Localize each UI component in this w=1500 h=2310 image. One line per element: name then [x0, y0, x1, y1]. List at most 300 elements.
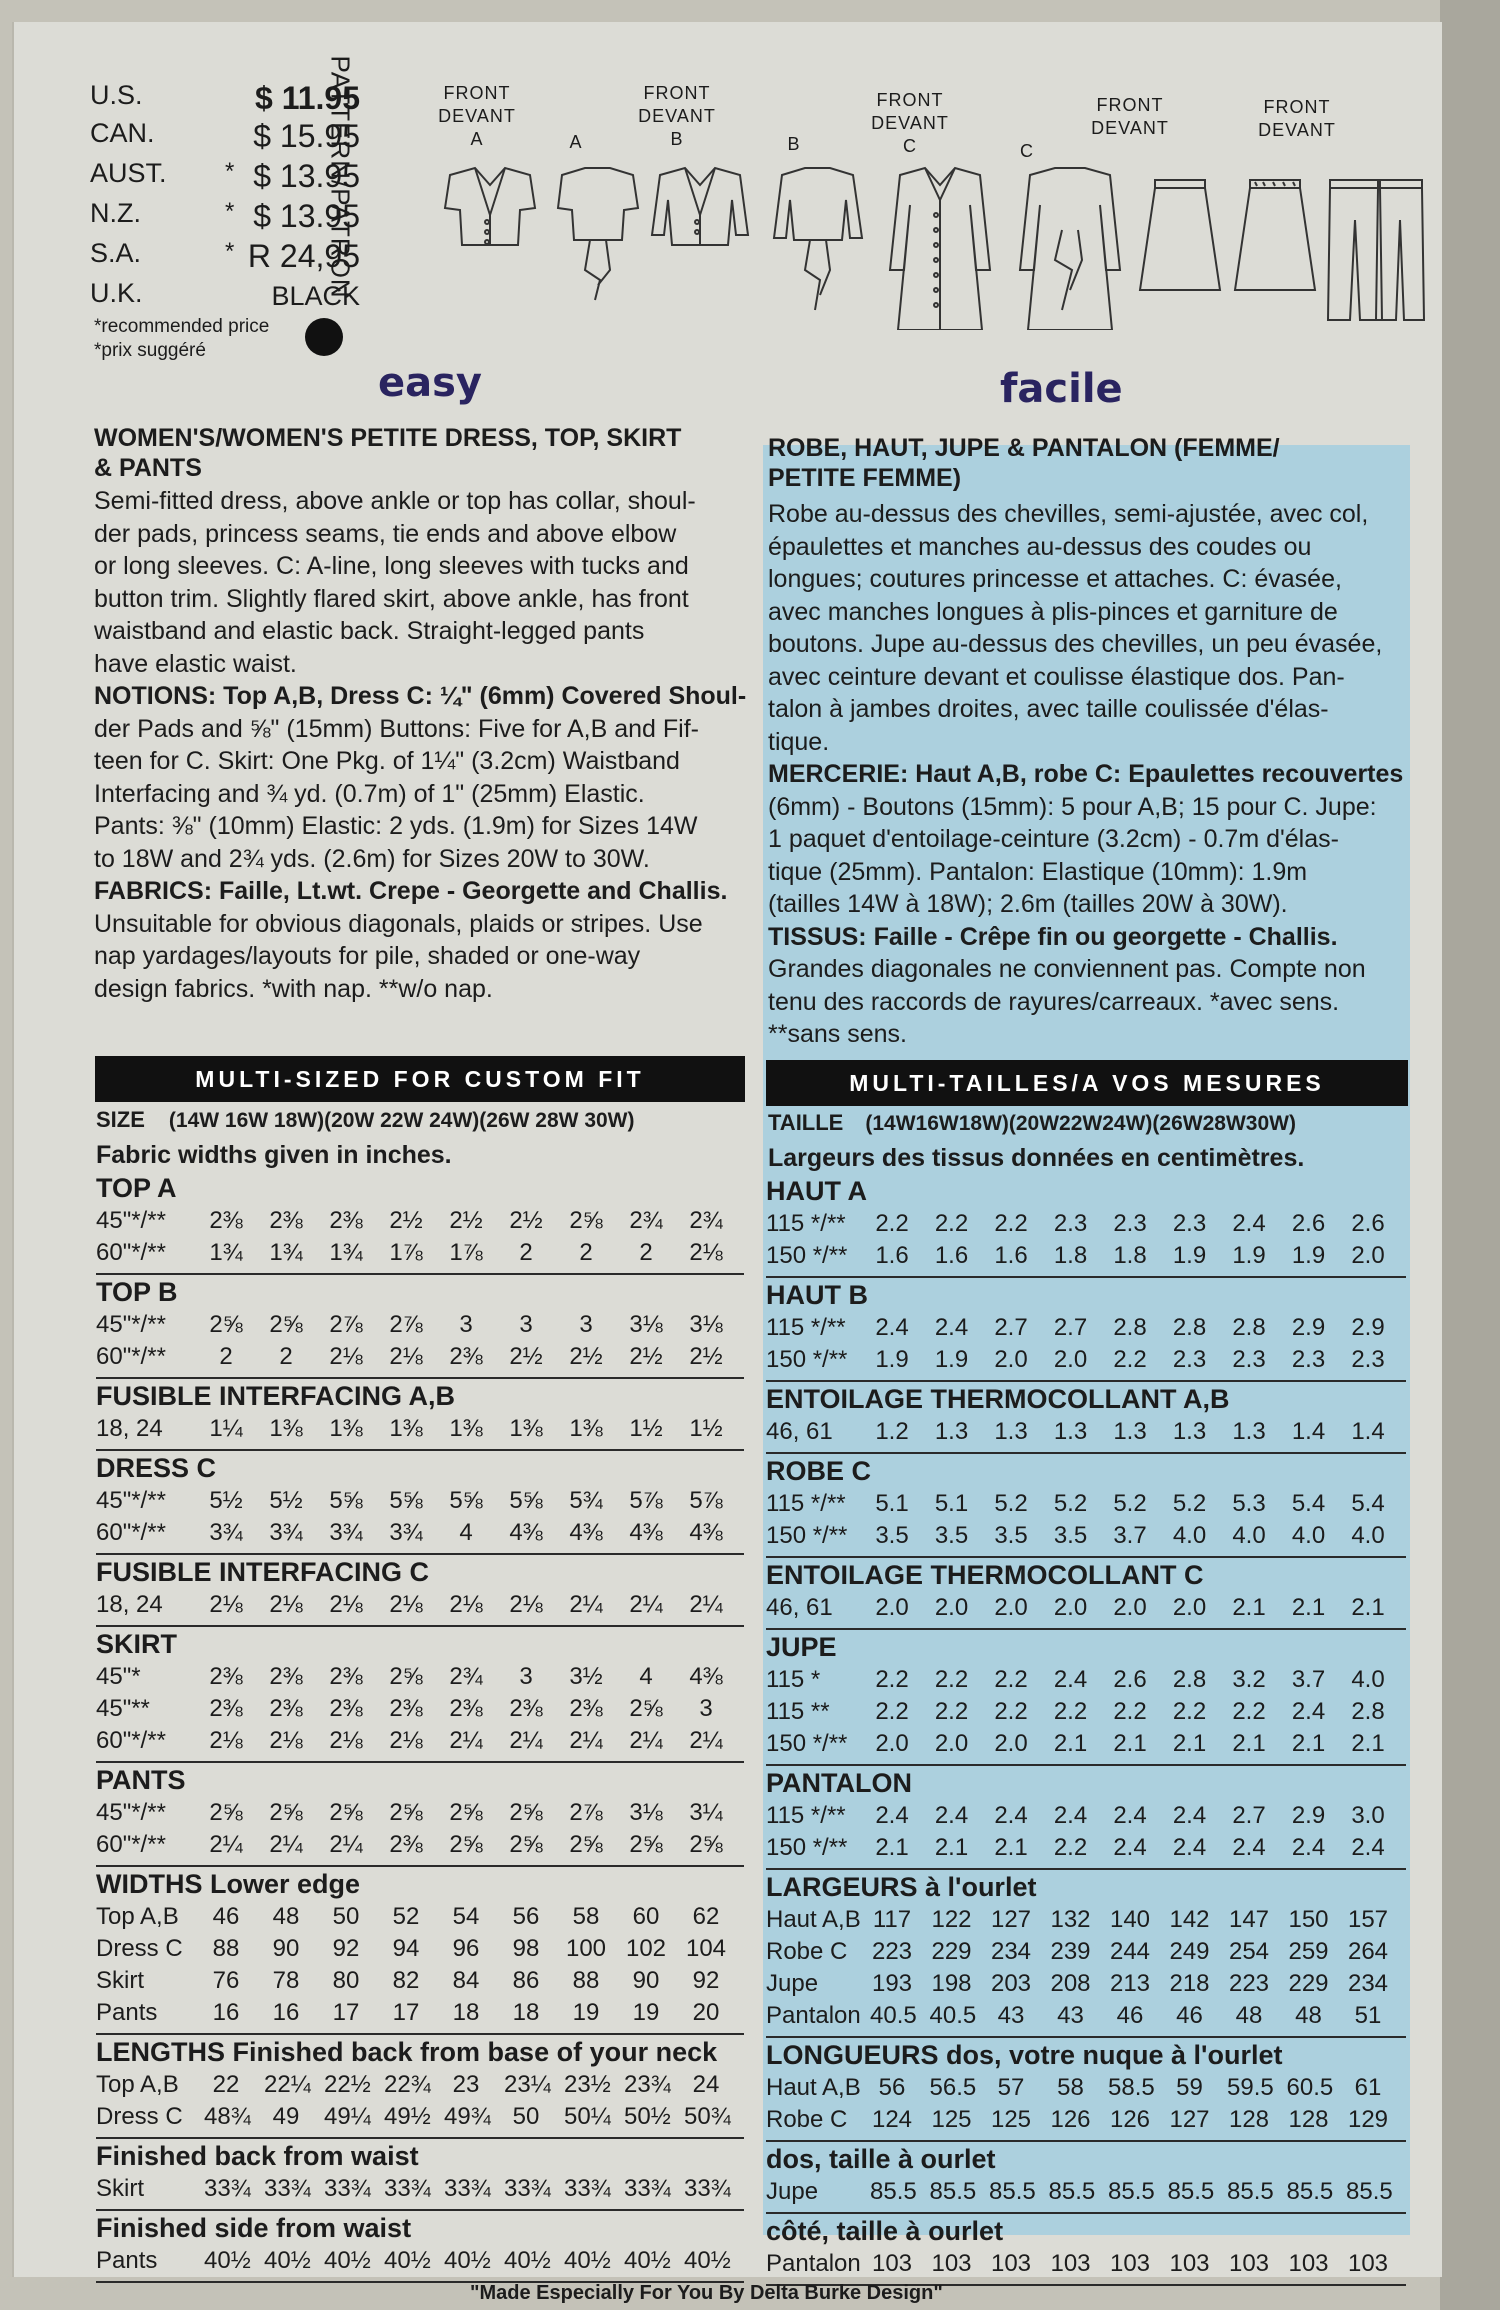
row-cell: 2⅛ — [389, 1343, 423, 1370]
row-cell: 3.0 — [1351, 1802, 1385, 1829]
table-row — [766, 2178, 1406, 2210]
table-section-title: PANTALON — [766, 1768, 912, 1798]
title-line: WOMEN'S/WOMEN'S PETITE DRESS, TOP, SKIRT — [94, 424, 682, 452]
row-cell: 128 — [1228, 2106, 1270, 2133]
row-cell: 2.1 — [934, 1834, 969, 1861]
row-label: 60"*/** — [96, 1519, 166, 1546]
row-cell: 3¾ — [389, 1519, 423, 1546]
table-row — [766, 2002, 1406, 2034]
row-cell: 33¾ — [684, 2175, 731, 2202]
row-cell: 33¾ — [264, 2175, 311, 2202]
table-section-title: TOP A — [96, 1173, 177, 1203]
row-cell: 78 — [272, 1967, 300, 1994]
row-cell: 1.9 — [875, 1346, 909, 1373]
easy-logo: easy — [378, 360, 483, 406]
row-cell: 2.2 — [1172, 1698, 1207, 1725]
skirt-back-sketch — [1235, 180, 1315, 290]
table-row — [766, 2074, 1406, 2106]
row-cell: 92 — [332, 1935, 360, 1962]
price-row — [90, 158, 360, 196]
row-cell: 2⅜ — [269, 1207, 303, 1234]
row-label: 60"*/** — [96, 1727, 166, 1754]
row-cell: 2⅝ — [269, 1311, 303, 1338]
row-cell: 5.1 — [875, 1490, 909, 1517]
table-section-title: JUPE — [766, 1632, 837, 1662]
row-cell: 2.2 — [934, 1210, 969, 1237]
size-list: (14W16W18W)(20W22W24W)(26W28W30W) — [865, 1112, 1296, 1135]
footer-credit: "Made Especially For You By Delta Burke Design" — [470, 2282, 943, 2304]
row-cell: 2¼ — [689, 1727, 723, 1754]
table-row — [96, 1207, 744, 1239]
price-value: BLACK — [271, 281, 360, 311]
row-cell: 229 — [1288, 1970, 1329, 1997]
row-cell: 147 — [1228, 1906, 1270, 1933]
table-row — [96, 1591, 744, 1623]
pattern-label: PATTERN/PATRON — [325, 55, 356, 299]
row-cell: 2.2 — [1113, 1346, 1147, 1373]
row-cell: 5.3 — [1232, 1490, 1266, 1517]
section-divider — [96, 1625, 744, 1627]
row-cell: 60.5 — [1286, 2074, 1334, 2101]
row-cell: 129 — [1347, 2106, 1389, 2133]
row-cell: 2.4 — [1172, 1834, 1207, 1861]
row-cell: 2.2 — [875, 1698, 909, 1725]
row-cell: 1.6 — [934, 1242, 969, 1269]
row-cell: 2⅛ — [209, 1727, 243, 1754]
row-cell: 2⅛ — [509, 1591, 543, 1618]
row-label: Pants — [96, 1999, 158, 2026]
row-cell: 2.7 — [1053, 1314, 1088, 1341]
row-cell: 85.5 — [1167, 2178, 1215, 2205]
row-cell: 2⅝ — [689, 1831, 723, 1858]
row-cell: 102 — [625, 1935, 667, 1962]
row-cell: 1⅜ — [509, 1415, 543, 1442]
row-cell: 90 — [272, 1935, 300, 1962]
notions-line: Interfacing and ¾ yd. (0.7m) of 1" (25mm) Elastic. — [94, 779, 645, 808]
row-cell: 127 — [990, 1906, 1032, 1933]
table-row — [96, 1343, 744, 1375]
row-cell: 2 — [639, 1239, 653, 1266]
row-cell: 2⅝ — [629, 1831, 663, 1858]
row-cell: 2.1 — [1351, 1730, 1385, 1757]
row-cell: 2¼ — [569, 1591, 603, 1618]
row-cell: 4⅜ — [629, 1519, 663, 1546]
row-label: Jupe — [766, 1970, 819, 1997]
row-label: Pantalon — [766, 2002, 861, 2029]
description-line: waistband and elastic back. Straight-legged pants — [94, 617, 645, 645]
row-cell: 1⅞ — [389, 1239, 423, 1266]
english-table-header: MULTI-SIZED FOR CUSTOM FIT — [95, 1056, 745, 1102]
row-cell: 33¾ — [204, 2175, 251, 2202]
row-cell: 24 — [692, 2071, 720, 2098]
row-cell: 3 — [699, 1695, 713, 1722]
table-section-title: HAUT B — [766, 1280, 868, 1310]
row-label: 150 */** — [766, 1242, 848, 1269]
row-cell: 2 — [219, 1343, 233, 1370]
table-row — [766, 2106, 1406, 2138]
row-cell: 5⅝ — [509, 1487, 543, 1514]
section-divider — [96, 2209, 744, 2211]
row-cell: 33¾ — [564, 2175, 611, 2202]
row-label: Pantalon — [766, 2250, 861, 2277]
row-cell: 49 — [272, 2103, 300, 2130]
table-row — [96, 1239, 744, 1271]
row-cell: 2.0 — [934, 1594, 969, 1621]
row-cell: 3.2 — [1232, 1666, 1266, 1693]
garment-sketches — [430, 160, 1430, 330]
row-cell: 2.0 — [994, 1346, 1028, 1373]
row-cell: 2.2 — [994, 1210, 1028, 1237]
row-cell: 2.4 — [994, 1802, 1028, 1829]
row-cell: 2⅛ — [209, 1591, 243, 1618]
row-cell: 33¾ — [444, 2175, 491, 2202]
row-cell: 2.6 — [1291, 1210, 1326, 1237]
row-cell: 2¼ — [569, 1727, 603, 1754]
row-cell: 103 — [1050, 2250, 1091, 2277]
skirt-front-sketch — [1140, 180, 1220, 290]
table-row — [766, 1346, 1406, 1378]
row-cell: 103 — [1169, 2250, 1210, 2277]
table-section-title: SKIRT — [96, 1629, 177, 1659]
row-cell: 18 — [452, 1999, 480, 2026]
section-divider — [766, 2212, 1406, 2214]
section-divider — [96, 1761, 744, 1763]
row-cell: 2.2 — [875, 1666, 909, 1693]
view-label-line: B — [670, 129, 684, 149]
row-cell: 3 — [519, 1311, 533, 1338]
row-cell: 2.2 — [875, 1210, 909, 1237]
row-cell: 2.4 — [1291, 1834, 1326, 1861]
top-b-front-sketch — [652, 168, 748, 245]
table-row — [96, 1903, 744, 1935]
row-cell: 2¼ — [629, 1727, 663, 1754]
top-b-back-sketch — [774, 168, 862, 310]
row-cell: 126 — [1050, 2106, 1091, 2133]
view-label-front-c — [865, 89, 955, 158]
row-cell: 193 — [871, 1970, 913, 1997]
row-cell: 2.0 — [1113, 1594, 1147, 1621]
table-row — [96, 1695, 744, 1727]
row-cell: 5.1 — [934, 1490, 969, 1517]
row-cell: 56.5 — [929, 2074, 977, 2101]
row-cell: 2¼ — [209, 1831, 243, 1858]
row-cell: 2⅛ — [689, 1239, 723, 1266]
size-list: (14W 16W 18W)(20W 22W 24W)(26W 28W 30W) — [168, 1109, 635, 1132]
size-label: TAILLE — [768, 1110, 844, 1135]
row-cell: 2.9 — [1351, 1314, 1385, 1341]
row-cell: 142 — [1169, 1906, 1210, 1933]
row-cell: 234 — [990, 1938, 1032, 1965]
price-value: R 24,95 — [247, 238, 360, 274]
table-section-title: dos, taille à ourlet — [766, 2144, 996, 2174]
row-label: 18, 24 — [96, 1415, 163, 1442]
price-asterisk: * — [225, 198, 235, 225]
row-cell: 1.6 — [994, 1242, 1028, 1269]
row-cell: 3½ — [569, 1663, 603, 1690]
table-row — [96, 1935, 744, 1967]
row-cell: 1½ — [629, 1415, 663, 1442]
row-cell: 103 — [1288, 2250, 1329, 2277]
row-cell: 5.2 — [1172, 1490, 1207, 1517]
row-cell: 3⅛ — [629, 1799, 663, 1826]
row-cell: 103 — [1109, 2250, 1151, 2277]
color-dot — [305, 318, 343, 356]
row-cell: 40½ — [444, 2247, 491, 2274]
row-cell: 1⅜ — [569, 1415, 603, 1442]
row-cell: 2.6 — [1351, 1210, 1385, 1237]
row-cell: 88 — [572, 1967, 600, 1994]
view-label-line: DEVANT — [1258, 120, 1336, 140]
section-divider — [96, 2033, 744, 2035]
row-cell: 2⅜ — [329, 1695, 363, 1722]
row-cell: 2⅛ — [329, 1591, 363, 1618]
price-value: $ 13.95 — [253, 198, 360, 234]
price-value: $ 11.95 — [255, 80, 360, 116]
section-divider — [96, 1273, 744, 1275]
table-row — [766, 1314, 1406, 1346]
row-cell: 2.2 — [1053, 1834, 1088, 1861]
row-cell: 2½ — [629, 1343, 663, 1370]
row-cell: 1.3 — [1113, 1418, 1147, 1445]
row-cell: 50¾ — [684, 2103, 731, 2130]
row-cell: 48¾ — [204, 2103, 251, 2130]
row-cell: 3¾ — [329, 1519, 363, 1546]
row-cell: 2.7 — [994, 1314, 1028, 1341]
description-line: talon à jambes droites, avec taille coulissée d'élas- — [768, 695, 1329, 723]
row-cell: 52 — [392, 1903, 420, 1930]
row-cell: 208 — [1050, 1970, 1091, 1997]
row-cell: 2⅝ — [569, 1831, 603, 1858]
row-cell: 1.2 — [875, 1418, 909, 1445]
row-cell: 223 — [871, 1938, 913, 1965]
title-line: PETITE FEMME) — [768, 464, 962, 492]
row-cell: 2.1 — [875, 1834, 909, 1861]
row-cell: 125 — [990, 2106, 1032, 2133]
table-row — [766, 1666, 1406, 1698]
row-label: 115 */** — [766, 1490, 846, 1517]
fabrics-line: Grandes diagonales ne conviennent pas. Compte non — [768, 955, 1366, 983]
price-value: $ 13.95 — [253, 158, 360, 194]
row-cell: 61 — [1354, 2074, 1382, 2101]
row-cell: 2.1 — [1291, 1594, 1326, 1621]
row-cell: 2.2 — [1053, 1698, 1088, 1725]
row-cell: 1.9 — [934, 1346, 969, 1373]
fabrics-line: FABRICS: Faille, Lt.wt. Crepe - Georgette and Challis. — [94, 877, 728, 905]
section-divider — [96, 1865, 744, 1867]
price-asterisk: * — [225, 158, 235, 185]
row-cell: 2.0 — [1172, 1594, 1207, 1621]
notions-line: to 18W and 2¾ yds. (2.6m) for Sizes 20W to 30W. — [94, 844, 650, 873]
row-cell: 5.2 — [1113, 1490, 1147, 1517]
row-cell: 2¼ — [269, 1831, 303, 1858]
row-cell: 2.4 — [1232, 1834, 1266, 1861]
english-description — [94, 485, 759, 1005]
view-label-line: FRONT — [1096, 95, 1164, 115]
row-cell: 2⅝ — [389, 1663, 423, 1690]
table-row — [96, 1727, 744, 1759]
row-cell: 4 — [459, 1519, 473, 1546]
row-cell: 2¼ — [629, 1591, 663, 1618]
fabrics-line: nap yardages/layouts for pile, shaded or one-way — [94, 942, 641, 970]
row-cell: 49¼ — [324, 2103, 371, 2130]
row-cell: 2⅜ — [569, 1695, 603, 1722]
row-cell: 213 — [1109, 1970, 1151, 1997]
row-cell: 56 — [878, 2074, 906, 2101]
row-cell: 2⅜ — [449, 1695, 483, 1722]
view-label-line: DEVANT — [438, 106, 516, 126]
row-cell: 82 — [392, 1967, 420, 1994]
price-country: CAN. — [90, 118, 155, 148]
table-row — [766, 1834, 1406, 1866]
row-cell: 2.4 — [1291, 1698, 1326, 1725]
row-cell: 1.8 — [1113, 1242, 1147, 1269]
row-cell: 2.1 — [1232, 1730, 1266, 1757]
row-cell: 229 — [931, 1938, 972, 1965]
row-label: Haut A,B — [766, 1906, 861, 1933]
description-line: der pads, princess seams, tie ends and above elbow — [94, 519, 677, 548]
row-cell: 40½ — [384, 2247, 431, 2274]
row-cell: 2.4 — [875, 1314, 909, 1341]
row-cell: 1.4 — [1351, 1418, 1385, 1445]
row-cell: 2.1 — [1113, 1730, 1147, 1757]
row-cell: 2.0 — [1351, 1242, 1385, 1269]
row-cell: 86 — [512, 1967, 540, 1994]
row-cell: 4⅜ — [689, 1663, 723, 1690]
row-cell: 4.0 — [1351, 1666, 1385, 1693]
table-row — [96, 1831, 744, 1863]
row-cell: 103 — [931, 2250, 972, 2277]
table-row — [766, 1906, 1406, 1938]
table-section-title: ENTOILAGE THERMOCOLLANT A,B — [766, 1384, 1230, 1414]
row-cell: 2.0 — [875, 1730, 909, 1757]
row-cell: 2.2 — [1232, 1698, 1266, 1725]
row-cell: 2⅝ — [629, 1695, 663, 1722]
row-cell: 23¼ — [504, 2071, 551, 2098]
row-label: 45"*/** — [96, 1311, 166, 1338]
row-cell: 40½ — [684, 2247, 731, 2274]
fabrics-line: Unsuitable for obvious diagonals, plaids or stripes. Use — [94, 909, 703, 938]
row-label: 60"*/** — [96, 1831, 166, 1858]
row-cell: 2.9 — [1291, 1802, 1326, 1829]
row-cell: 239 — [1050, 1938, 1091, 1965]
row-cell: 1¾ — [329, 1239, 363, 1266]
row-cell: 2⅝ — [449, 1831, 483, 1858]
dress-c-front-sketch — [890, 168, 990, 330]
row-cell: 2.2 — [934, 1698, 969, 1725]
table-row — [766, 1490, 1406, 1522]
row-label: 46, 61 — [766, 1418, 833, 1445]
row-cell: 58 — [1057, 2074, 1084, 2101]
row-cell: 125 — [931, 2106, 972, 2133]
row-cell: 124 — [871, 2106, 913, 2133]
row-cell: 17 — [332, 1999, 360, 2026]
description-line: or long sleeves. C: A-line, long sleeves with tucks and — [94, 552, 689, 580]
row-cell: 2.2 — [994, 1698, 1028, 1725]
row-cell: 2⅝ — [509, 1831, 543, 1858]
row-cell: 2.4 — [1232, 1210, 1266, 1237]
row-label: Skirt — [96, 2175, 144, 2202]
row-cell: 103 — [1347, 2250, 1389, 2277]
section-divider — [96, 2137, 744, 2139]
row-cell: 2.4 — [875, 1802, 909, 1829]
price-value: $ 15.95 — [253, 118, 360, 154]
row-cell: 19 — [632, 1999, 660, 2026]
row-cell: 3.7 — [1113, 1522, 1147, 1549]
row-cell: 1⅜ — [269, 1415, 303, 1442]
row-label: 18, 24 — [96, 1591, 163, 1618]
row-cell: 2⅜ — [209, 1207, 243, 1234]
row-label: Jupe — [766, 2178, 819, 2205]
view-label-line: FRONT — [443, 83, 511, 103]
row-cell: 4⅜ — [689, 1519, 723, 1546]
row-cell: 40½ — [564, 2247, 611, 2274]
row-cell: 2.0 — [1053, 1346, 1088, 1373]
row-label: 45"*/** — [96, 1799, 166, 1826]
row-cell: 58 — [572, 1903, 600, 1930]
view-label-front-pants — [1252, 96, 1342, 142]
table-row — [96, 1519, 744, 1551]
notions-line: der Pads and ⅝" (15mm) Buttons: Five for A,B and Fif- — [94, 714, 699, 743]
row-cell: 46 — [212, 1903, 240, 1930]
notions-line: NOTIONS: Top A,B, Dress C: ¼" (6mm) Covered Shoul- — [94, 682, 747, 710]
row-cell: 2.1 — [994, 1834, 1028, 1861]
row-cell: 103 — [990, 2250, 1032, 2277]
row-cell: 57 — [997, 2074, 1025, 2101]
row-cell: 2.3 — [1232, 1346, 1266, 1373]
row-label: Skirt — [96, 1967, 144, 1994]
row-label: 115 */** — [766, 1210, 846, 1237]
row-cell: 259 — [1288, 1938, 1329, 1965]
view-label-line: DEVANT — [871, 113, 949, 133]
row-cell: 2⅝ — [449, 1799, 483, 1826]
row-cell: 2¼ — [689, 1591, 723, 1618]
row-cell: 4.0 — [1291, 1522, 1326, 1549]
row-cell: 1.3 — [934, 1418, 969, 1445]
row-cell: 3.5 — [934, 1522, 969, 1549]
row-cell: 2⅜ — [389, 1695, 423, 1722]
row-cell: 5.2 — [1053, 1490, 1088, 1517]
row-cell: 1⅜ — [329, 1415, 363, 1442]
section-divider — [766, 1628, 1406, 1630]
row-cell: 2.4 — [1172, 1802, 1207, 1829]
row-cell: 3 — [459, 1311, 473, 1338]
row-cell: 58.5 — [1108, 2074, 1155, 2101]
row-cell: 22¼ — [264, 2071, 311, 2098]
row-cell: 4⅜ — [569, 1519, 603, 1546]
row-cell: 40½ — [264, 2247, 311, 2274]
row-cell: 1.9 — [1291, 1242, 1326, 1269]
row-label: 60"*/** — [96, 1343, 166, 1370]
row-cell: 127 — [1169, 2106, 1210, 2133]
table-row — [96, 1487, 744, 1519]
table-section-title: WIDTHS Lower edge — [96, 1869, 361, 1899]
fabrics-line: tenu des raccords de rayures/carreaux. *avec sens. — [768, 987, 1340, 1016]
top-a-back-sketch — [558, 168, 638, 300]
row-cell: 84 — [452, 1967, 480, 1994]
row-cell: 100 — [565, 1935, 607, 1962]
description-line: boutons. Jupe au-dessus des chevilles, un peu évasée, — [768, 630, 1383, 658]
fabrics-line: design fabrics. *with nap. **w/o nap. — [94, 974, 493, 1003]
row-cell: 85.5 — [989, 2178, 1036, 2205]
row-cell: 85.5 — [1286, 2178, 1334, 2205]
table-row — [766, 1522, 1406, 1554]
price-country: N.Z. — [90, 198, 141, 228]
row-label: Haut A,B — [766, 2074, 861, 2101]
row-label: Dress C — [96, 1935, 183, 1962]
row-cell: 2.4 — [1053, 1666, 1088, 1693]
row-cell: 48 — [272, 1903, 300, 1930]
row-cell: 2.0 — [1053, 1594, 1088, 1621]
